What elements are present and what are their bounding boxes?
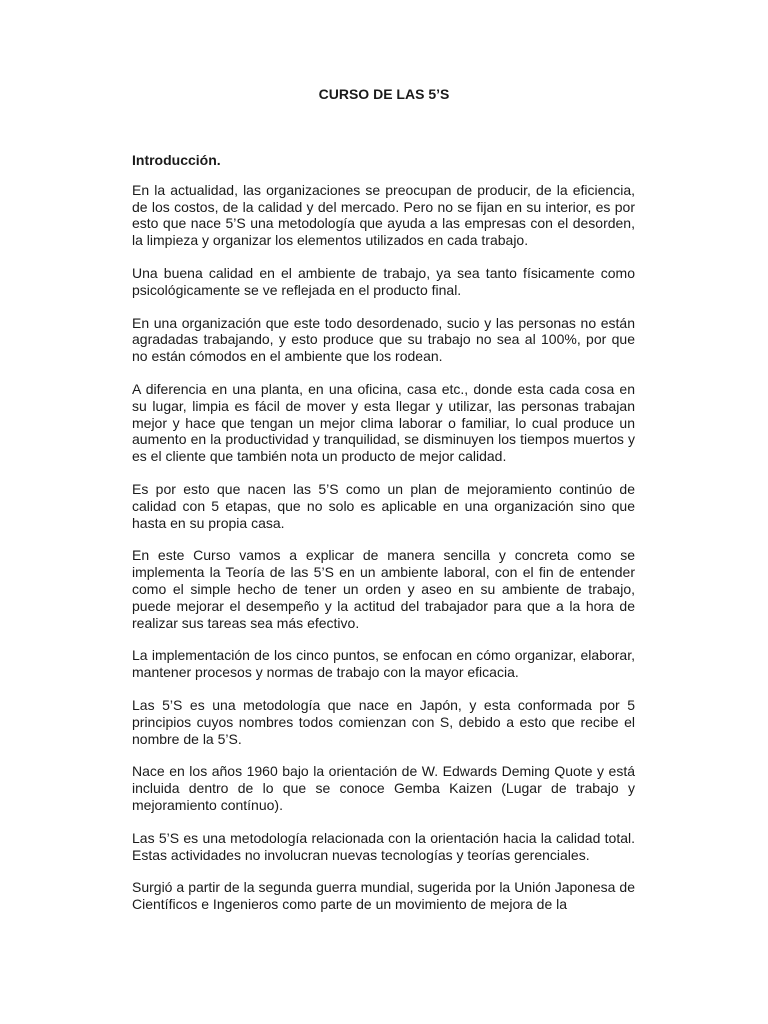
paragraph: En este Curso vamos a explicar de manera sencilla y concreta como se implementa la Teoría de las 5’S en un ambiente laboral, con el fin de entender como el simple hecho de tener un orden y aseo en su ambiente de trabajo, puede mejorar el desempeño y la actitud del trabajador para que a la hora de realizar sus tareas sea más efectivo. <box>132 547 635 631</box>
paragraph: En una organización que este todo desordenado, sucio y las personas no están agradadas trabajando, y esto produce que su trabajo no sea al 100%, por que no están cómodos en el ambiente que los rodean. <box>132 314 635 365</box>
document-body <box>132 152 635 929</box>
paragraph: En la actualidad, las organizaciones se preocupan de producir, de la eficiencia, de los costos, de la calidad y del mercado. Pero no se fijan en su interior, es por esto que nace 5’S una metodología que ayuda a las empresas con el desorden, la limpieza y organizar los elementos utilizados en cada trabajo. <box>132 181 635 249</box>
paragraph: Surgió a partir de la segunda guerra mundial, sugerida por la Unión Japonesa de Científicos e Ingenieros como parte de un movimiento de mejora de la <box>132 879 635 913</box>
paragraph: Nace en los años 1960 bajo la orientación de W. Edwards Deming Quote y está incluida dentro de lo que se conoce Gemba Kaizen (Lugar de trabajo y mejoramiento contínuo). <box>132 763 635 813</box>
paragraph: A diferencia en una planta, en una oficina, casa etc., donde esta cada cosa en su lugar, limpia es fácil de mover y esta llegar y utilizar, las personas trabajan mejor y hace que tengan un mejor clima laborar o familiar, lo cual produce un aumento en la productividad y tranquilidad, se disminuyen los tiempos muertos y es el cliente que también nota un producto de mejor calidad. <box>132 380 635 465</box>
paragraph: Es por esto que nacen las 5’S como un plan de mejoramiento continúo de calidad con 5 etapas, que no solo es aplicable en una organización sino que hasta en su propia casa. <box>132 480 635 531</box>
paragraph: Una buena calidad en el ambiente de trabajo, ya sea tanto físicamente como psicológicamente se ve reflejada en el producto final. <box>132 264 635 298</box>
paragraph: La implementación de los cinco puntos, se enfocan en cómo organizar, elaborar, mantener procesos y normas de trabajo con la mayor eficacia. <box>132 647 635 681</box>
paragraph: Las 5’S es una metodología relacionada con la orientación hacia la calidad total. Estas actividades no involucran nuevas tecnologías y teorías gerenciales. <box>132 829 635 863</box>
paragraph: Las 5’S es una metodología que nace en Japón, y esta conformada por 5 principios cuyos nombres todos comienzan con S, debido a esto que recibe el nombre de la 5’S. <box>132 696 635 747</box>
document-title: CURSO DE LAS 5’S <box>318 86 450 102</box>
section-heading: Introducción. <box>132 152 221 168</box>
